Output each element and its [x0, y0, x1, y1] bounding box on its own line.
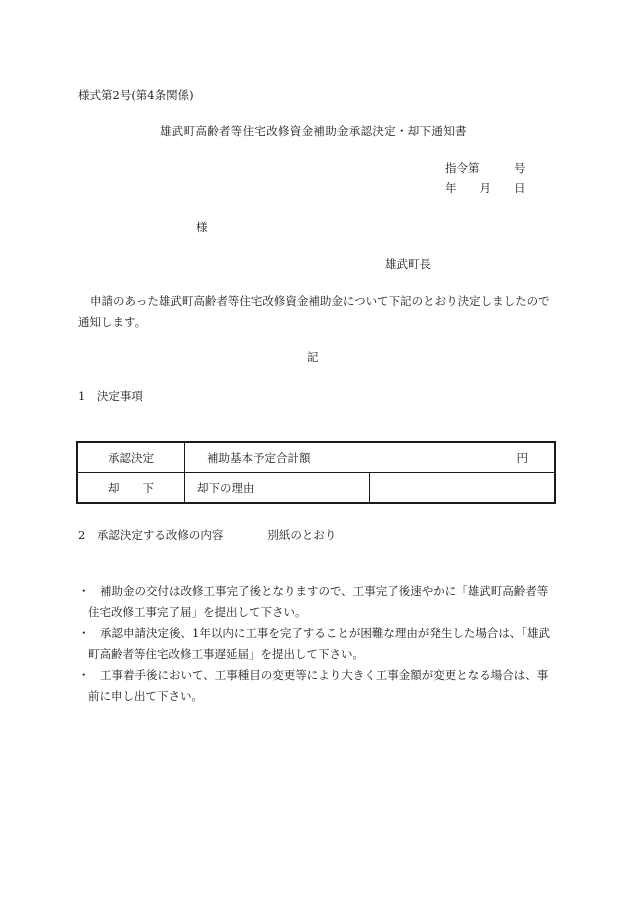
amount-label: 補助基本予定合計額 [207, 450, 311, 465]
section-2-line [78, 527, 336, 543]
bullet-icon: ・ [78, 584, 90, 598]
note-text: 工事着手後において、工事種目の変更等により大きく工事金額が変更となる場合は、事前に申し出て下さい。 [88, 668, 549, 703]
instruction-number-line: 指令第 号 [445, 161, 526, 175]
ki-heading: 記 [307, 350, 319, 364]
section-1-heading: 1 決定事項 [78, 389, 143, 403]
note-text: 補助金の交付は改修工事完了後となりますので、工事完了後速やかに「雄武町高齢者等住宅改修工事完了届」を提出して下さい。 [88, 584, 549, 619]
bullet-icon: ・ [78, 626, 90, 640]
approval-row [77, 442, 555, 473]
amount-cell [185, 442, 556, 473]
notes-list [78, 581, 556, 707]
date-line: 年 月 日 [445, 181, 526, 195]
note-text: 承認申請決定後、1年以内に工事を完了することが困難な理由が発生した場合は、「雄武町高齢者等住宅改修工事遅延届」を提出して下さい。 [88, 626, 551, 661]
rejection-reason-value [370, 473, 555, 504]
yen-unit: 円 [516, 450, 528, 465]
rejection-row [77, 473, 555, 504]
note-item [78, 623, 556, 665]
rejection-label: 却 下 [77, 473, 185, 504]
notice-body: 申請のあった雄武町高齢者等住宅改修資金補助金について下記のとおり決定しましたので通知します。 [78, 294, 550, 329]
addressee-honorific: 様 [196, 220, 208, 234]
form-number: 様式第2号(第4条関係) [78, 88, 194, 102]
note-item [78, 581, 556, 623]
rejection-reason-label: 却下の理由 [185, 473, 370, 504]
note-item [78, 665, 556, 707]
approval-label: 承認決定 [77, 442, 185, 473]
decision-table [76, 441, 556, 504]
section-2-value: 別紙のとおり [267, 528, 337, 542]
bullet-icon: ・ [78, 668, 90, 682]
sender-name: 雄武町長 [385, 257, 431, 271]
document-title: 雄武町高齢者等住宅改修資金補助金承認決定・却下通知書 [160, 124, 467, 138]
section-2-label: 2 承認決定する改修の内容 [78, 528, 224, 542]
